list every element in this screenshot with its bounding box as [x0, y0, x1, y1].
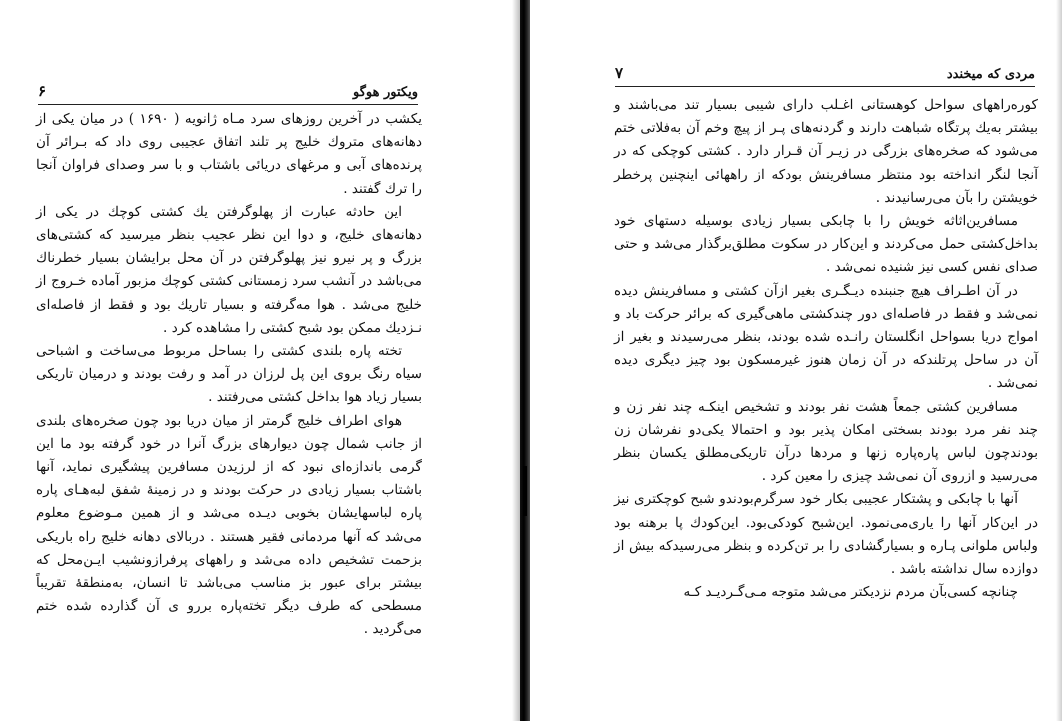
- left-running-title: ویکتور هوگو: [353, 85, 418, 100]
- scan-edge-mark: [523, 466, 527, 516]
- right-page: [530, 0, 1062, 721]
- left-paragraph: هوای اطراف خلیج گرمتر از میان دریا بود چون صخره‌های بلندی از جانب شمال چون دیوارهای بزرگ آنرا در خود گرفته بود ما این گرمی باندازه‌ای نبود که از لرزیدن مسافرین پیشگیری نماید، آنها باشتاب بسیار زیادی در حرکت بودند و در زمینهٔ شفق لبه‌هـای پاره پاره لباسهایشان بخوبی دیـده می‌شد و از همین مـوضوع معلوم می‌شد که آنها مردمانی فقیر هستند . دربالای دهانه خلیج راه باریکی بزحمت تشخیص داده می‌شد و راههای پرفرازونشیب ایـن‌محل که بیشتر برای عبور بز مناسب می‌باشد تا انسان، به‌منطقهٔ تقریباً مسطحی که طرف دیگر تخته‌پاره بررو ی آن گذارده شده ختم می‌گردید .: [36, 412, 422, 638]
- right-paragraph: مسافرین کشتی جمعاً هشت نفر بودند و تشخیص اینکـه چند نفر زن و چند نفر مرد بودند بسختی امکان پذیر بود و احتمالا یکی‌دو نفرشان زن بودندچون لباس پاره‌پاره زنها و مردها درآن تاریکی‌مطلق یکسان بنظر می‌رسید و ازروی آن نمی‌شد چیزی را معین کرد .: [614, 398, 1038, 485]
- right-paragraph: مسافرین‌اثاثه خویش را با چابکی بسیار زیادی بوسیله دستهای خود بداخل‌کشتی حمل می‌کردند و این‌کار در سکوت مطلق‌برگذار می‌شد و حتی صدای نفس کسی نیز شنیده نمی‌شد .: [614, 213, 1038, 276]
- left-paragraph: تخته پاره بلندی کشتی را بساحل مربوط می‌ساخت و اشباحی سیاه رنگ بروی این پل لرزان در آمد و رفت بودند و درمیان تاریکی بسیار زیاد هوا بداخل کشتی می‌رفتند .: [36, 343, 422, 406]
- left-header-rule: [38, 104, 418, 105]
- left-paragraph: یکشب در آخرین روزهای سرد مـاه ژانویه ( ۱۶۹۰ ) در میان یکی از دهانه‌های متروك خلیج پر تلند اتفاق عجیبی روی داد که بـرائر آن پرنده‌های آبی و مرغهای دریائی باشتاب و با سر وصدای فراوان آنجا را ترك گفتند .: [36, 111, 422, 197]
- right-page-header: [615, 64, 1035, 82]
- left-page: [0, 0, 520, 721]
- right-paragraph: در آن اطـراف هیچ جنبنده دیـگـری بغیر ازآن کشتی و مسافرینش دیده نمی‌شد و فقط در فاصله‌ای دور چندکشتی ماهی‌گیری که برائر حرکت باد و امواج دریا بسواحل انگلستان رانـده شده بودند، بنظر می‌رسیدند و بغیر از آن در ساحل پرتلندکه در آن زمان هنوز غیرمسکون بود چیز دیگری دیده نمی‌شد .: [614, 282, 1038, 392]
- left-paragraph: این حادثه عبارت از پهلوگرفتن یك کشتی کوچك در یکی از دهانه‌های خلیج، و دوا این نظر عجیب بنظر میرسید که کشتی‌های بزرگ و پر نیرو نیز پهلوگرفتن در آن محل برایشان بسیار خطرناك می‌باشد در آنشب سرد زمستانی کشتی کوچك مزبور آماده خـروج از خلیج می‌شد . هوا مه‌گرفته و بسیار تاریك بود و فقط از فاصله‌ای نـزدیك ممکن بود شبح کشتی را مشاهده کرد .: [36, 203, 422, 336]
- right-body-text: [614, 94, 1038, 604]
- right-header-rule: [615, 86, 1035, 87]
- book-gutter: [520, 0, 530, 721]
- right-paragraph: کوره‌راههای سواحل کوهستانی اغـلب دارای شیبی بسیار تند می‌باشند و بیشتر به‌یك پرتگاه شباهت دارند و گردنه‌های پـر از پیچ وخم آن به‌فلاتی ختم می‌شود که صخره‌های بزرگی در زیـر آن قـرار دارد . کشتی کوچکی که در آنجا لنگر انداخته بود منتظر مسافرینش بودکه از راههائی اینچنین پرخطر خویشتن را بآن می‌رسانیدند .: [614, 97, 1038, 206]
- right-page-edge: [1056, 0, 1062, 721]
- right-paragraph: چنانچه کسی‌بآن مردم نزدیکتر می‌شد متوجه مـی‌گـردیـد کـه: [683, 584, 1018, 601]
- right-page-number: ۷: [615, 64, 624, 82]
- left-page-header: [38, 82, 418, 100]
- left-body-text: [36, 108, 422, 642]
- right-running-title: مردی که میخندد: [946, 67, 1035, 82]
- right-paragraph: آنها با چابکی و پشتکار عجیبی بکار خود سرگرم‌بودندو شبح کوچکتری نیز در این‌کار آنها را یاری‌می‌نمود. این‌شبح کودکی‌بود. این‌کودك پا برهنه بود ولباس ملوانی پـاره و بسیارگشادی را بر تن‌کرده و بنظر می‌رسیدکه بیش از دوازده سال نداشته باشد .: [614, 491, 1038, 578]
- left-page-number: ۶: [38, 82, 47, 100]
